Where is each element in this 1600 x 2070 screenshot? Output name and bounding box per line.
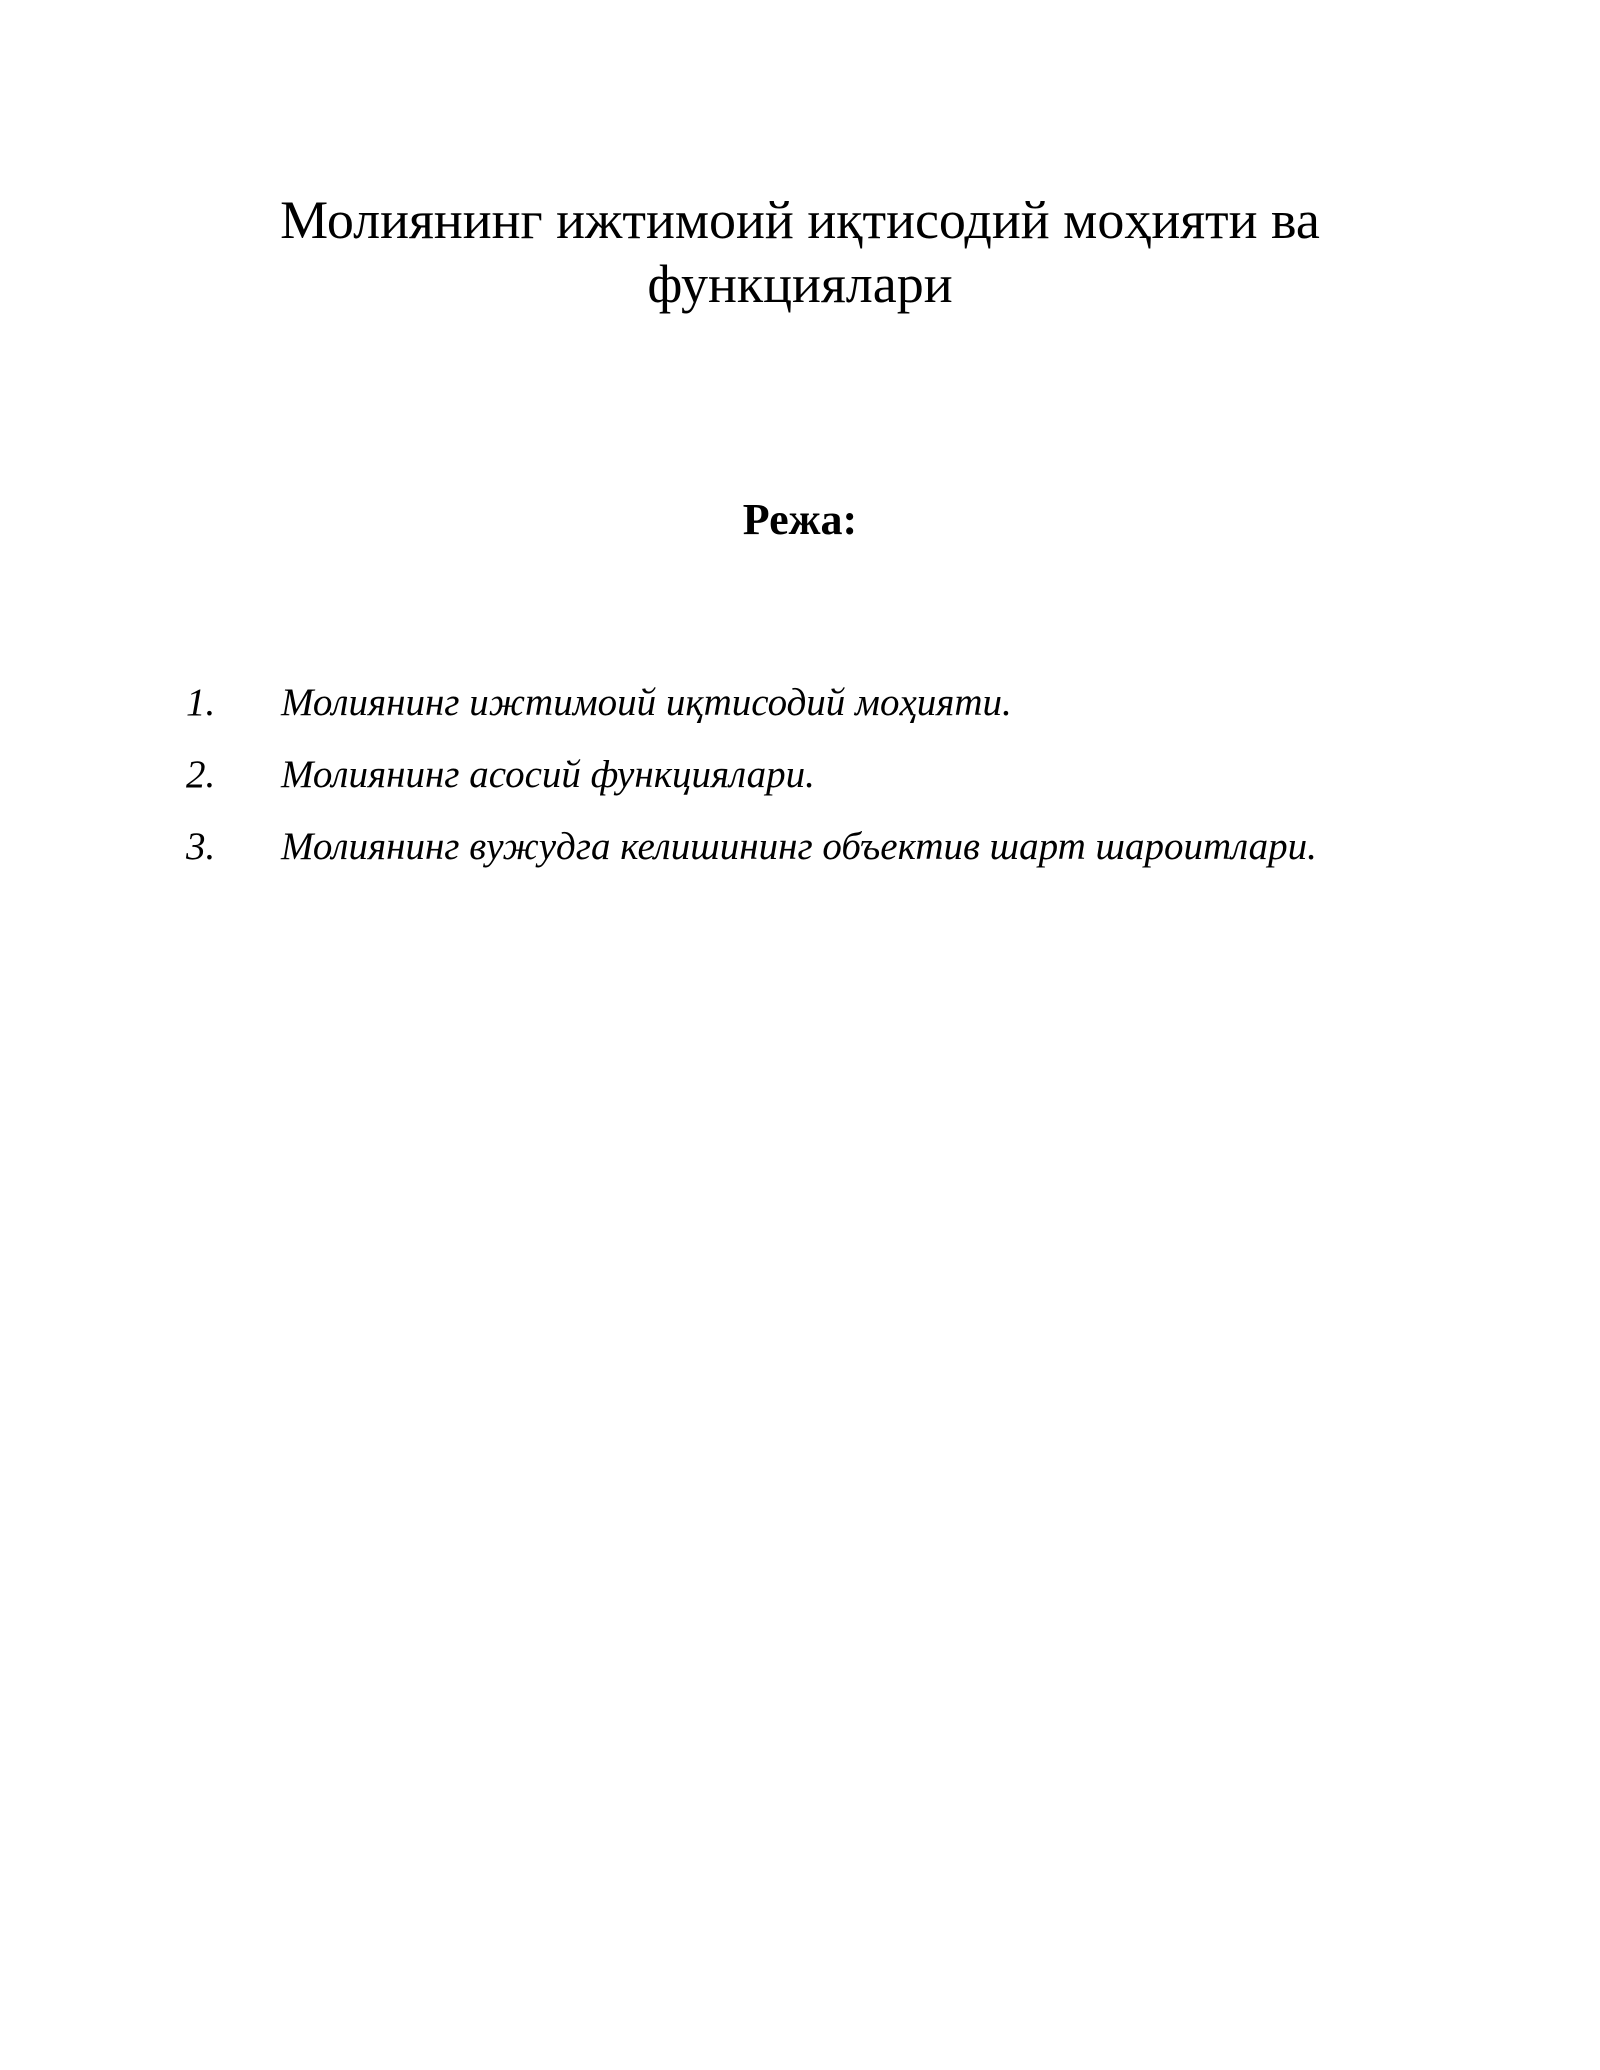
list-item-number: 1. [186, 681, 216, 724]
plan-list [186, 678, 1486, 894]
list-item-text: Молиянинг вужудга келишининг объектив шарт шароитлари. [281, 825, 1317, 868]
document-title: Молиянинг ижтимоий иқтисодий моҳияти ва функциялари [280, 190, 1320, 314]
list-item-number: 3. [186, 825, 216, 868]
plan-heading: Режа: [742, 495, 858, 544]
list-item [186, 678, 1486, 728]
list-item-text: Молиянинг асосий функциялари. [281, 753, 815, 796]
list-item [186, 822, 1486, 872]
list-item-number: 2. [186, 753, 216, 796]
list-item-text: Молиянинг ижтимоий иқтисодий моҳияти. [281, 681, 1012, 724]
list-item [186, 750, 1486, 800]
